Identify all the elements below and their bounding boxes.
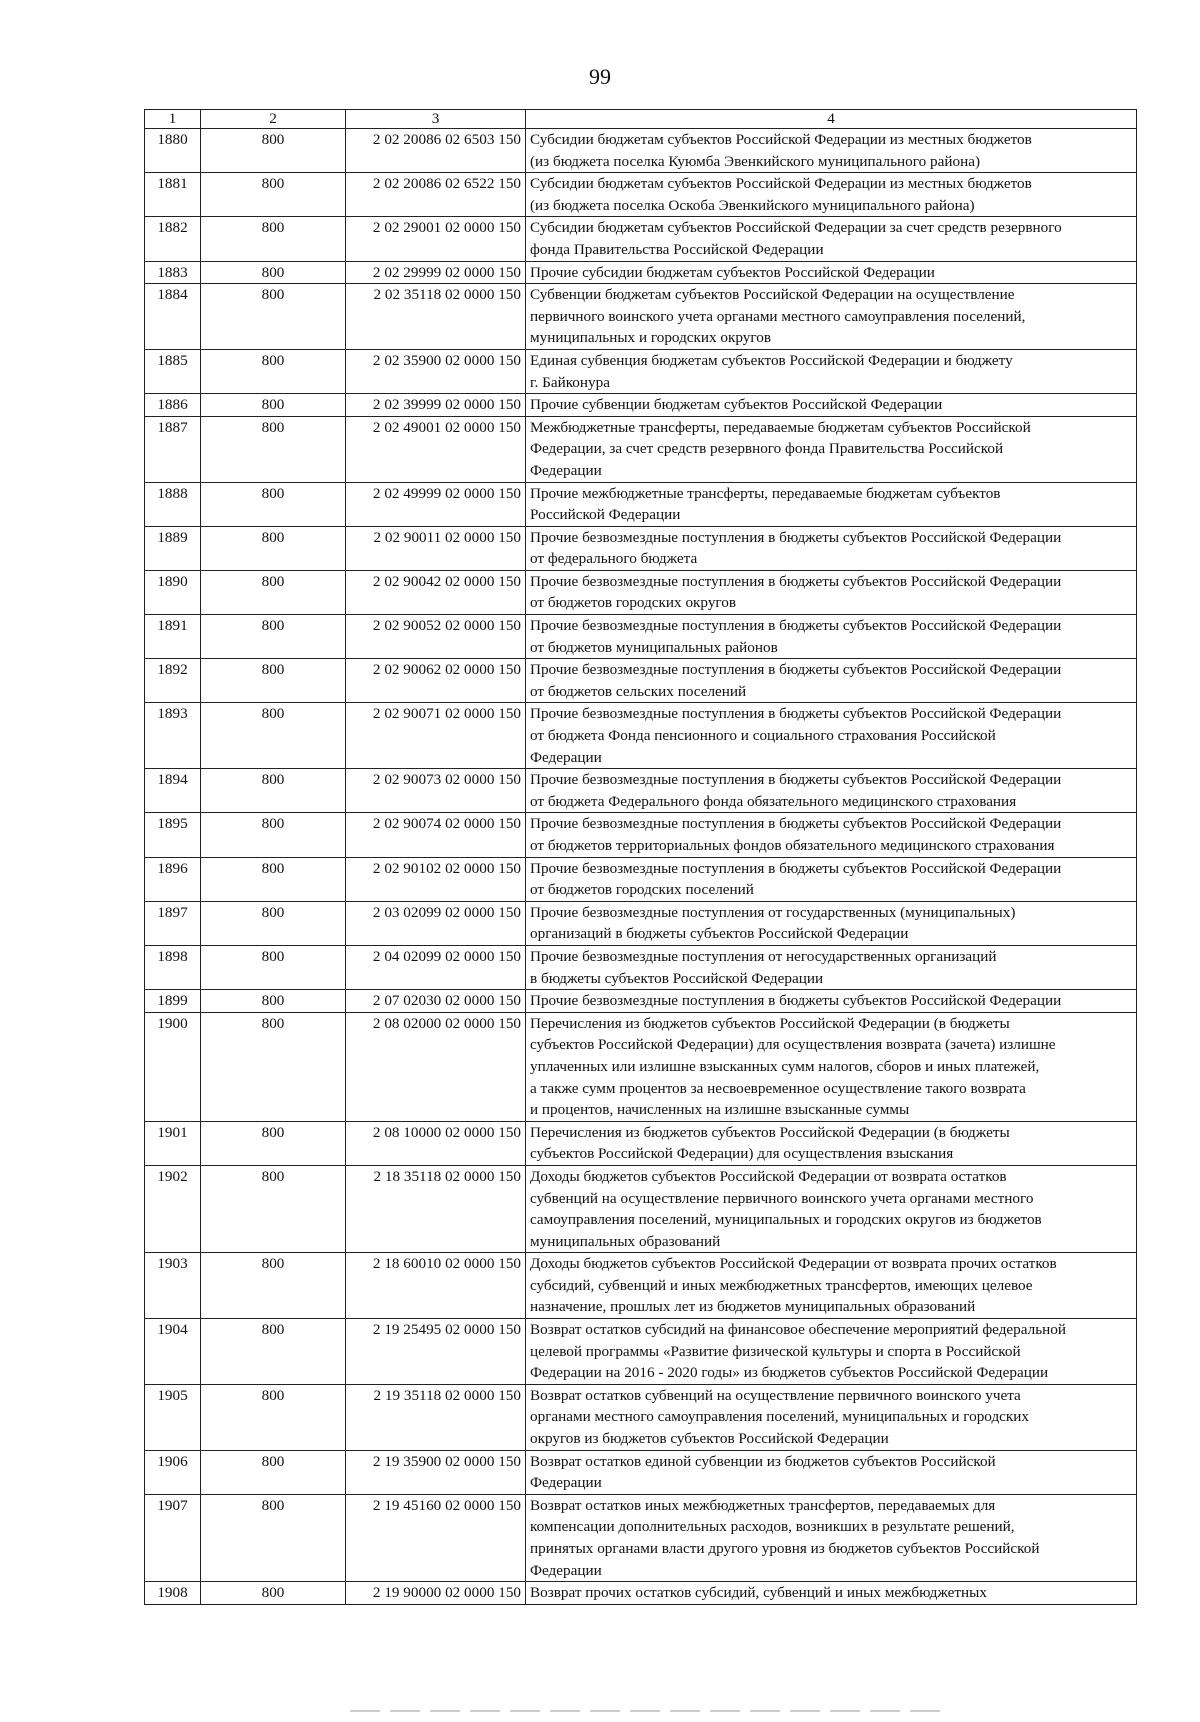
table-row <box>145 703 1137 769</box>
column-header-2: 2 <box>201 110 346 129</box>
revenue-description <box>526 349 1137 393</box>
row-number: 1904 <box>145 1319 201 1385</box>
column-header-4: 4 <box>526 110 1137 129</box>
description-line: Прочие субвенции бюджетам субъектов Российской Федерации <box>530 396 943 414</box>
revenue-description <box>526 1165 1137 1252</box>
column-header-3: 3 <box>346 110 526 129</box>
revenue-description <box>526 1253 1137 1319</box>
description-line: (из бюджета поселка Оскоба Эвенкийского муниципального района) <box>530 196 975 214</box>
row-number: 1905 <box>145 1384 201 1450</box>
table-row <box>145 990 1137 1013</box>
table-row <box>145 416 1137 482</box>
budget-classification-code: 2 19 90000 02 0000 150 <box>346 1582 526 1605</box>
table-row <box>145 945 1137 989</box>
budget-classification-code: 2 02 49999 02 0000 150 <box>346 482 526 526</box>
administrator-code: 800 <box>201 416 346 482</box>
budget-classification-code: 2 02 90071 02 0000 150 <box>346 703 526 769</box>
description-line: Возврат остатков субвенций на осуществление первичного воинского учета <box>530 1386 1021 1404</box>
description-line: Возврат остатков иных межбюджетных трансфертов, передаваемых для <box>530 1496 996 1514</box>
administrator-code: 800 <box>201 1012 346 1121</box>
administrator-code: 800 <box>201 990 346 1013</box>
table-row <box>145 857 1137 901</box>
description-line: муниципальных и городских округов <box>530 329 772 347</box>
table-body <box>145 129 1137 1605</box>
description-line: Доходы бюджетов субъектов Российской Федерации от возврата остатков <box>530 1167 1007 1185</box>
table-row <box>145 570 1137 614</box>
description-line: Единая субвенция бюджетам субъектов Российской Федерации и бюджету <box>530 351 1013 369</box>
administrator-code: 800 <box>201 482 346 526</box>
administrator-code: 800 <box>201 1582 346 1605</box>
administrator-code: 800 <box>201 659 346 703</box>
description-line: от федерального бюджета <box>530 550 698 568</box>
budget-classification-code: 2 07 02030 02 0000 150 <box>346 990 526 1013</box>
description-line: Прочие безвозмездные поступления в бюджеты субъектов Российской Федерации <box>530 771 1062 789</box>
table-row <box>145 769 1137 813</box>
revenue-description <box>526 1582 1137 1605</box>
row-number: 1907 <box>145 1494 201 1581</box>
table-row <box>145 1319 1137 1385</box>
revenue-description <box>526 570 1137 614</box>
budget-classification-code: 2 19 35900 02 0000 150 <box>346 1450 526 1494</box>
administrator-code: 800 <box>201 1121 346 1165</box>
description-line: от бюджетов городских поселений <box>530 881 754 899</box>
row-number: 1900 <box>145 1012 201 1121</box>
description-line: Прочие безвозмездные поступления от негосударственных организаций <box>530 947 997 965</box>
revenue-description <box>526 1319 1137 1385</box>
budget-classification-code: 2 19 25495 02 0000 150 <box>346 1319 526 1385</box>
description-line: от бюджета Фонда пенсионного и социального страхования Российской <box>530 727 996 745</box>
table-row <box>145 526 1137 570</box>
budget-classification-code: 2 19 45160 02 0000 150 <box>346 1494 526 1581</box>
budget-classification-code: 2 02 39999 02 0000 150 <box>346 394 526 417</box>
description-line: органами местного самоуправления поселений, муниципальных и городских <box>530 1408 1030 1426</box>
row-number: 1892 <box>145 659 201 703</box>
administrator-code: 800 <box>201 1165 346 1252</box>
table-row <box>145 615 1137 659</box>
administrator-code: 800 <box>201 570 346 614</box>
description-line: субъектов Российской Федерации) для осуществления взыскания <box>530 1145 954 1163</box>
administrator-code: 800 <box>201 284 346 350</box>
description-line: Прочие безвозмездные поступления в бюджеты субъектов Российской Федерации <box>530 528 1062 546</box>
description-line: Возврат остатков единой субвенции из бюджетов субъектов Российской <box>530 1452 996 1470</box>
table-header-row <box>145 110 1137 129</box>
description-line: Федерации <box>530 1474 602 1492</box>
administrator-code: 800 <box>201 1253 346 1319</box>
row-number: 1884 <box>145 284 201 350</box>
row-number: 1881 <box>145 173 201 217</box>
budget-classification-code: 2 08 10000 02 0000 150 <box>346 1121 526 1165</box>
description-line: субвенций на осуществление первичного воинского учета органами местного <box>530 1189 1034 1207</box>
budget-classification-code: 2 02 90102 02 0000 150 <box>346 857 526 901</box>
table-row <box>145 129 1137 173</box>
table-row <box>145 1450 1137 1494</box>
administrator-code: 800 <box>201 526 346 570</box>
page-number: 99 <box>589 64 611 89</box>
table-row <box>145 1012 1137 1121</box>
description-line: Федерации, за счет средств резервного фонда Правительства Российской <box>530 440 1004 458</box>
administrator-code: 800 <box>201 615 346 659</box>
description-line: Федерации на 2016 - 2020 годы» из бюджетов субъектов Российской Федерации <box>530 1364 1049 1382</box>
description-line: компенсации дополнительных расходов, возникших в результате решений, <box>530 1518 1015 1536</box>
description-line: Перечисления из бюджетов субъектов Российской Федерации (в бюджеты <box>530 1123 1010 1141</box>
description-line: Российской Федерации <box>530 506 681 524</box>
row-number: 1899 <box>145 990 201 1013</box>
revenue-description <box>526 901 1137 945</box>
revenue-description <box>526 261 1137 284</box>
row-number: 1897 <box>145 901 201 945</box>
administrator-code: 800 <box>201 173 346 217</box>
row-number: 1906 <box>145 1450 201 1494</box>
row-number: 1890 <box>145 570 201 614</box>
description-line: фонда Правительства Российской Федерации <box>530 240 824 258</box>
description-line: Доходы бюджетов субъектов Российской Федерации от возврата прочих остатков <box>530 1255 1057 1273</box>
description-line: от бюджетов территориальных фондов обязательного медицинского страхования <box>530 837 1055 854</box>
row-number: 1891 <box>145 615 201 659</box>
description-line: Прочие безвозмездные поступления в бюджеты субъектов Российской Федерации <box>530 617 1062 635</box>
row-number: 1888 <box>145 482 201 526</box>
budget-classification-code: 2 18 35118 02 0000 150 <box>346 1165 526 1252</box>
budget-classification-code: 2 02 35118 02 0000 150 <box>346 284 526 350</box>
revenue-description <box>526 945 1137 989</box>
budget-classification-code: 2 02 29999 02 0000 150 <box>346 261 526 284</box>
table-row <box>145 349 1137 393</box>
row-number: 1901 <box>145 1121 201 1165</box>
row-number: 1898 <box>145 945 201 989</box>
revenue-description <box>526 482 1137 526</box>
description-line: уплаченных или излишне взысканных сумм налогов, сборов и иных платежей, <box>530 1057 1040 1075</box>
table-row <box>145 1384 1137 1450</box>
revenue-description <box>526 1121 1137 1165</box>
table-row <box>145 813 1137 857</box>
budget-classification-code: 2 02 90011 02 0000 150 <box>346 526 526 570</box>
budget-classification-code: 2 02 90073 02 0000 150 <box>346 769 526 813</box>
table-row <box>145 217 1137 261</box>
description-line: Возврат остатков субсидий на финансовое обеспечение мероприятий федеральной <box>530 1321 1066 1339</box>
description-line: самоуправления поселений, муниципальных и городских округов из бюджетов <box>530 1211 1042 1229</box>
budget-classification-code: 2 04 02099 02 0000 150 <box>346 945 526 989</box>
row-number: 1902 <box>145 1165 201 1252</box>
description-line: от бюджетов сельских поселений <box>530 682 747 700</box>
description-line: от бюджетов городских округов <box>530 594 737 612</box>
table-row <box>145 173 1137 217</box>
description-line: Прочие безвозмездные поступления от государственных (муниципальных) <box>530 903 1016 921</box>
revenue-description <box>526 416 1137 482</box>
column-header-1: 1 <box>145 110 201 129</box>
revenue-description <box>526 703 1137 769</box>
description-line: а также сумм процентов за несвоевременное осуществление такого возврата <box>530 1079 1026 1097</box>
description-line: Возврат прочих остатков субсидий, субвенций и иных межбюджетных <box>530 1584 987 1602</box>
description-line: от бюджета Федерального фонда обязательного медицинского страхования <box>530 792 1017 810</box>
description-line: Прочие безвозмездные поступления в бюджеты субъектов Российской Федерации <box>530 661 1062 679</box>
budget-classification-code: 2 02 29001 02 0000 150 <box>346 217 526 261</box>
row-number: 1885 <box>145 349 201 393</box>
description-line: Федерации <box>530 461 602 479</box>
revenue-description <box>526 659 1137 703</box>
table-row <box>145 1253 1137 1319</box>
description-line: Прочие межбюджетные трансферты, передаваемые бюджетам субъектов <box>530 484 1001 502</box>
revenue-description <box>526 284 1137 350</box>
table-row <box>145 261 1137 284</box>
description-line: Субсидии бюджетам субъектов Российской Федерации из местных бюджетов <box>530 131 1032 148</box>
budget-classification-code: 2 18 60010 02 0000 150 <box>346 1253 526 1319</box>
budget-classification-code: 2 02 90042 02 0000 150 <box>346 570 526 614</box>
row-number: 1889 <box>145 526 201 570</box>
table-row <box>145 1582 1137 1605</box>
description-line: организаций в бюджеты субъектов Российской Федерации <box>530 925 909 943</box>
revenue-description <box>526 990 1137 1013</box>
administrator-code: 800 <box>201 349 346 393</box>
description-line: назначение, прошлых лет из бюджетов муниципальных образований <box>530 1298 976 1316</box>
row-number: 1887 <box>145 416 201 482</box>
administrator-code: 800 <box>201 394 346 417</box>
document-table <box>144 109 1137 1605</box>
budget-classification-code: 2 19 35118 02 0000 150 <box>346 1384 526 1450</box>
administrator-code: 800 <box>201 1450 346 1494</box>
revenue-description <box>526 857 1137 901</box>
budget-classification-code: 2 02 20086 02 6522 150 <box>346 173 526 217</box>
description-line: г. Байконура <box>530 373 610 391</box>
revenue-description <box>526 129 1137 173</box>
description-line: Субсидии бюджетам субъектов Российской Федерации за счет средств резервного <box>530 219 1062 237</box>
revenue-description <box>526 217 1137 261</box>
administrator-code: 800 <box>201 1494 346 1581</box>
description-line: Федерации <box>530 1561 602 1579</box>
description-line: субъектов Российской Федерации) для осуществления возврата (зачета) излишне <box>530 1036 1056 1054</box>
row-number: 1882 <box>145 217 201 261</box>
row-number: 1886 <box>145 394 201 417</box>
description-line: муниципальных образований <box>530 1232 721 1250</box>
description-line: (из бюджета поселка Куюмба Эвенкийского муниципального района) <box>530 152 981 170</box>
description-line: Перечисления из бюджетов субъектов Российской Федерации (в бюджеты <box>530 1014 1010 1032</box>
description-line: Прочие безвозмездные поступления в бюджеты субъектов Российской Федерации <box>530 815 1062 833</box>
table-row <box>145 394 1137 417</box>
revenue-description <box>526 173 1137 217</box>
description-line: первичного воинского учета органами местного самоуправления поселений, <box>530 307 1026 325</box>
description-line: Прочие субсидии бюджетам субъектов Российской Федерации <box>530 263 935 281</box>
administrator-code: 800 <box>201 129 346 173</box>
revenue-description <box>526 769 1137 813</box>
revenue-description <box>526 526 1137 570</box>
administrator-code: 800 <box>201 901 346 945</box>
administrator-code: 800 <box>201 769 346 813</box>
row-number: 1908 <box>145 1582 201 1605</box>
revenue-description <box>526 1384 1137 1450</box>
revenue-description <box>526 615 1137 659</box>
administrator-code: 800 <box>201 217 346 261</box>
description-line: Субвенции бюджетам субъектов Российской Федерации на осуществление <box>530 286 1015 304</box>
description-line: округов из бюджетов субъектов Российской Федерации <box>530 1430 889 1448</box>
budget-classification-code: 2 02 90052 02 0000 150 <box>346 615 526 659</box>
budget-classification-code: 2 02 49001 02 0000 150 <box>346 416 526 482</box>
description-line: субсидий, субвенций и иных межбюджетных трансфертов, имеющих целевое <box>530 1276 1033 1294</box>
administrator-code: 800 <box>201 945 346 989</box>
description-line: и процентов, начисленных на излишне взысканные суммы <box>530 1101 910 1119</box>
revenue-description <box>526 1012 1137 1121</box>
table-row <box>145 1165 1137 1252</box>
administrator-code: 800 <box>201 703 346 769</box>
revenue-description <box>526 1494 1137 1581</box>
revenue-description <box>526 813 1137 857</box>
budget-classification-code: 2 03 02099 02 0000 150 <box>346 901 526 945</box>
description-line: Прочие безвозмездные поступления в бюджеты субъектов Российской Федерации <box>530 992 1062 1010</box>
description-line: принятых органами власти другого уровня из бюджетов субъектов Российской <box>530 1540 1040 1557</box>
revenue-description <box>526 1450 1137 1494</box>
scan-artifact-rule <box>350 1710 950 1712</box>
budget-classification-code: 2 02 90074 02 0000 150 <box>346 813 526 857</box>
description-line: от бюджетов муниципальных районов <box>530 638 778 656</box>
administrator-code: 800 <box>201 1384 346 1450</box>
administrator-code: 800 <box>201 813 346 857</box>
table-row <box>145 482 1137 526</box>
table-row <box>145 1121 1137 1165</box>
budget-classification-code: 2 02 35900 02 0000 150 <box>346 349 526 393</box>
description-line: Прочие безвозмездные поступления в бюджеты субъектов Российской Федерации <box>530 572 1062 590</box>
row-number: 1895 <box>145 813 201 857</box>
row-number: 1896 <box>145 857 201 901</box>
administrator-code: 800 <box>201 1319 346 1385</box>
budget-classification-code: 2 02 20086 02 6503 150 <box>346 129 526 173</box>
table-row <box>145 284 1137 350</box>
description-line: Прочие безвозмездные поступления в бюджеты субъектов Российской Федерации <box>530 705 1062 723</box>
description-line: в бюджеты субъектов Российской Федерации <box>530 969 824 987</box>
row-number: 1883 <box>145 261 201 284</box>
table-row <box>145 1494 1137 1581</box>
administrator-code: 800 <box>201 261 346 284</box>
table-row <box>145 901 1137 945</box>
description-line: целевой программы «Развитие физической культуры и спорта в Российской <box>530 1342 1021 1360</box>
revenue-description <box>526 394 1137 417</box>
description-line: Субсидии бюджетам субъектов Российской Федерации из местных бюджетов <box>530 175 1032 193</box>
budget-classification-code: 2 02 90062 02 0000 150 <box>346 659 526 703</box>
description-line: Прочие безвозмездные поступления в бюджеты субъектов Российской Федерации <box>530 859 1062 877</box>
budget-classification-code: 2 08 02000 02 0000 150 <box>346 1012 526 1121</box>
row-number: 1894 <box>145 769 201 813</box>
row-number: 1893 <box>145 703 201 769</box>
description-line: Федерации <box>530 748 602 766</box>
table-row <box>145 659 1137 703</box>
description-line: Межбюджетные трансферты, передаваемые бюджетам субъектов Российской <box>530 418 1031 436</box>
administrator-code: 800 <box>201 857 346 901</box>
row-number: 1880 <box>145 129 201 173</box>
row-number: 1903 <box>145 1253 201 1319</box>
